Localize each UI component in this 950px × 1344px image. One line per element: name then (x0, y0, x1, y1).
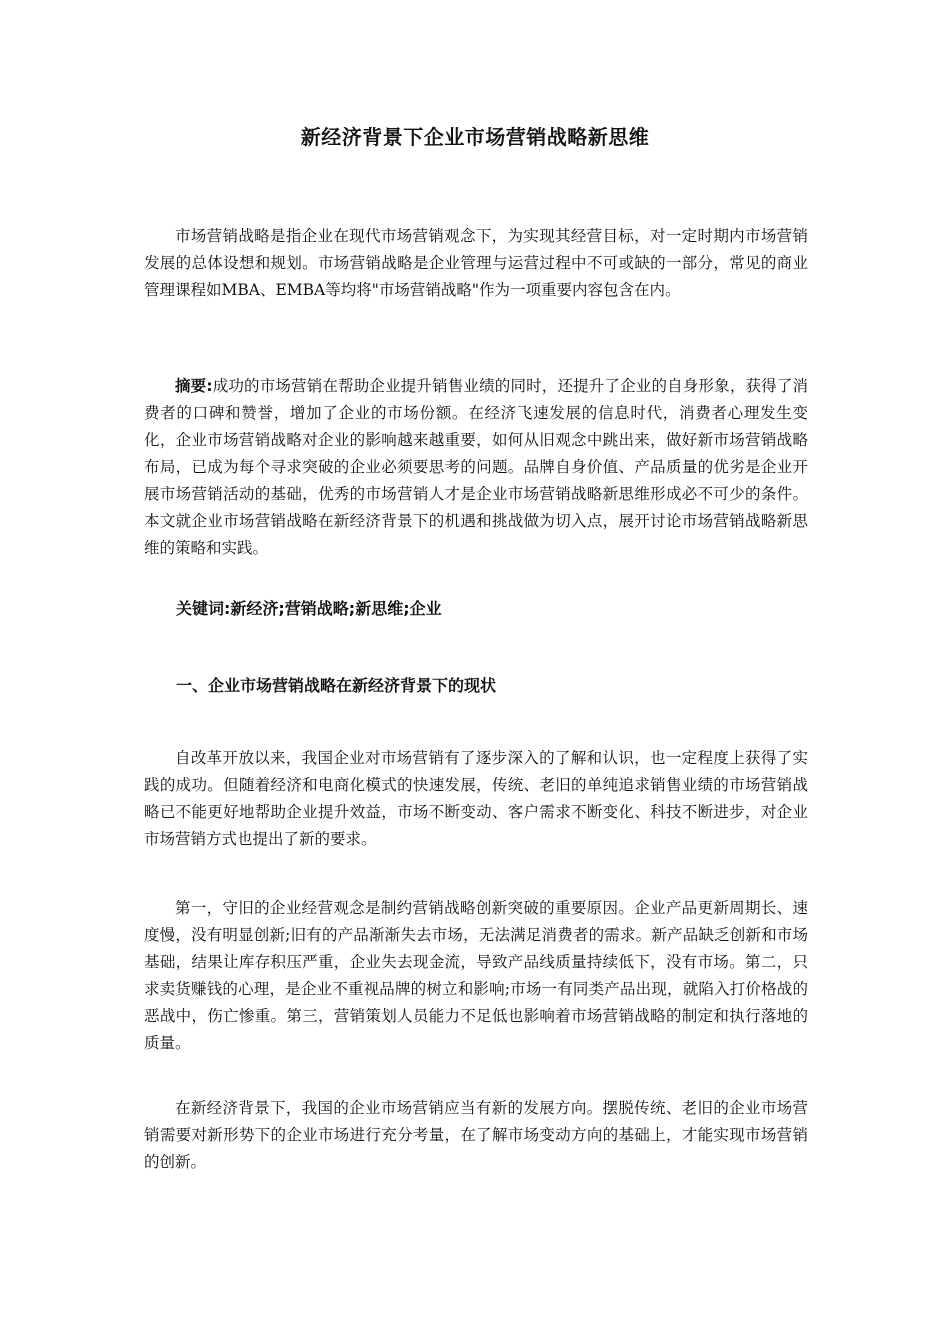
keywords-line (144, 596, 808, 622)
abstract-text: 成功的市场营销在帮助企业提升销售业绩的同时，还提升了企业的自身形象，获得了消费者的口碑和赞誉，增加了企业的市场份额。在经济飞速发展的信息时代，消费者心理发生变化，企业市场营销战略对企业的影响越来越重要，如何从旧观念中跳出来，做好新市场营销战略布局，已成为每个寻求突破的企业必须要思考的问题。品牌自身价值、产品质量的优劣是企业开展市场营销活动的基础，优秀的市场营销人才是企业市场营销战略新思维形成必不可少的条件。本文就企业市场营销战略在新经济背景下的机遇和挑战做为切入点，展开讨论市场营销战略新思维的策略和实践。 (144, 377, 808, 557)
keywords-text: 新经济;营销战略;新思维;企业 (230, 599, 442, 618)
intro-paragraph: 市场营销战略是指企业在现代市场营销观念下，为实现其经营目标，对一定时期内市场营销发展的总体设想和规划。市场营销战略是企业管理与运营过程中不可或缺的一部分，常见的商业管理课程如MBA、EMBA等均将"市场营销战略"作为一项重要内容包含在内。 (144, 227, 808, 299)
body-paragraph: 第一，守旧的企业经营观念是制约营销战略创新突破的重要原因。企业产品更新周期长、速度慢，没有明显创新;旧有的产品渐渐失去市场，无法满足消费者的需求。新产品缺乏创新和市场基础，结果让库存积压严重，企业失去现金流，导致产品线质量持续低下，没有市场。第二，只求卖货赚钱的心理，是企业不重视品牌的树立和影响;市场一有同类产品出现，就陷入打价格战的恶战中，伤亡惨重。第三，营销策划人员能力不足低也影响着市场营销战略的制定和执行落地的质量。 (144, 899, 808, 1052)
body-paragraph: 自改革开放以来，我国企业对市场营销有了逐步深入的了解和认识，也一定程度上获得了实践的成功。但随着经济和电商化模式的快速发展，传统、老旧的单纯追求销售业绩的市场营销战略已不能更好地帮助企业提升效益，市场不断变动、客户需求不断变化、科技不断进步，对企业市场营销方式也提出了新的要求。 (144, 749, 808, 848)
section-heading: 一、企业市场营销战略在新经济背景下的现状 (176, 676, 497, 695)
document-title: 新经济背景下企业市场营销战略新思维 (300, 125, 650, 149)
keywords-label: 关键词: (176, 599, 231, 618)
abstract-label: 摘要: (175, 377, 213, 395)
body-paragraph: 在新经济背景下，我国的企业市场营销应当有新的发展方向。摆脱传统、老旧的企业市场营销需要对新形势下的企业市场进行充分考量，在了解市场变动方向的基础上，才能实现市场营销的创新。 (144, 1099, 808, 1171)
abstract-paragraph (144, 373, 808, 562)
